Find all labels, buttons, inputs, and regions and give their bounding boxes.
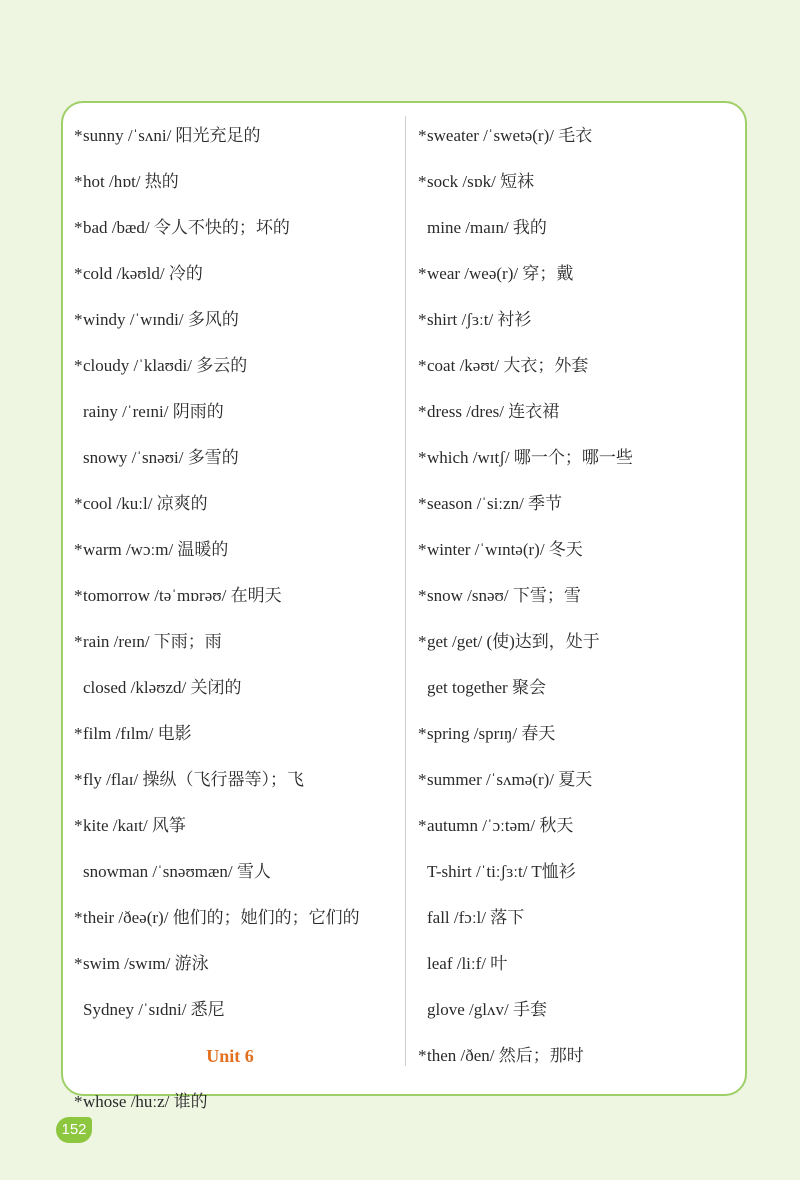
- vocabulary-entry: [418, 573, 748, 619]
- required-word-marker: *: [74, 310, 83, 329]
- vocabulary-entry: [74, 619, 404, 665]
- vocabulary-entry: [418, 343, 748, 389]
- vocabulary-entry: [418, 987, 748, 1033]
- vocabulary-entry-text: sock /sɒk/ 短袜: [427, 172, 535, 191]
- vocabulary-entry: [418, 619, 748, 665]
- vocabulary-entry: [418, 757, 748, 803]
- vocabulary-entry-text: fly /flaɪ/ 操纵（飞行器等）；飞: [83, 770, 304, 789]
- vocabulary-entry: [74, 711, 404, 757]
- vocabulary-entry-text: bad /bæd/ 令人不快的；坏的: [83, 218, 290, 237]
- vocabulary-entry: [418, 297, 748, 343]
- vocabulary-entry: [74, 435, 404, 481]
- required-word-marker: *: [74, 908, 83, 927]
- vocabulary-entry: [74, 297, 404, 343]
- vocabulary-entry: [74, 1079, 404, 1125]
- required-word-marker: *: [74, 1092, 83, 1111]
- vocabulary-entry: [418, 711, 748, 757]
- vocabulary-entry: [74, 527, 404, 573]
- required-word-marker: *: [74, 586, 83, 605]
- vocabulary-entry: [74, 573, 404, 619]
- vocabulary-entry: [418, 1033, 748, 1079]
- page-number-badge: 152: [56, 1117, 92, 1143]
- required-word-marker: *: [418, 356, 427, 375]
- required-word-marker: *: [74, 724, 83, 743]
- required-word-marker: *: [418, 540, 427, 559]
- vocabulary-entry-text: sweater /ˈswetə(r)/ 毛衣: [427, 126, 593, 145]
- vocabulary-entry: [74, 941, 404, 987]
- required-word-marker: *: [418, 816, 427, 835]
- vocabulary-entry-text: summer /ˈsʌmə(r)/ 夏天: [427, 770, 593, 789]
- vocabulary-entry-text: snowman /ˈsnəʊmæn/ 雪人: [83, 862, 271, 881]
- vocabulary-entry-text: tomorrow /təˈmɒrəʊ/ 在明天: [83, 586, 282, 605]
- vocabulary-entry: [74, 757, 404, 803]
- vocabulary-entry: [74, 205, 404, 251]
- required-word-marker: *: [418, 264, 427, 283]
- required-word-marker: *: [74, 954, 83, 973]
- vocabulary-entry-text: Sydney /ˈsɪdni/ 悉尼: [83, 1000, 225, 1019]
- vocabulary-entry-text: leaf /liːf/ 叶: [427, 954, 508, 973]
- vocabulary-entry: [74, 159, 404, 205]
- required-word-marker: *: [74, 264, 83, 283]
- vocabulary-entry: [418, 941, 748, 987]
- required-word-marker: *: [418, 724, 427, 743]
- vocabulary-entry-text: cloudy /ˈklaʊdi/ 多云的: [83, 356, 248, 375]
- vocabulary-entry-text: snow /snəʊ/ 下雪；雪: [427, 586, 581, 605]
- required-word-marker: *: [418, 126, 427, 145]
- vocabulary-entry-text: then /ðen/ 然后；那时: [427, 1046, 584, 1065]
- vocabulary-entry: [418, 527, 748, 573]
- vocabulary-entry: [418, 251, 748, 297]
- vocabulary-entry-text: swim /swɪm/ 游泳: [83, 954, 209, 973]
- vocabulary-entry: [74, 665, 404, 711]
- vocabulary-entry-text: which /wɪtʃ/ 哪一个；哪一些: [427, 448, 633, 467]
- vocabulary-right-column: [418, 113, 748, 1079]
- vocabulary-entry: [418, 895, 748, 941]
- vocabulary-entry-text: wear /weə(r)/ 穿；戴: [427, 264, 574, 283]
- vocabulary-entry: [418, 665, 748, 711]
- vocabulary-entry-text: windy /ˈwɪndi/ 多风的: [83, 310, 239, 329]
- vocabulary-entry-text: spring /sprɪŋ/ 春天: [427, 724, 556, 743]
- vocabulary-entry-text: dress /dres/ 连衣裙: [427, 402, 560, 421]
- required-word-marker: *: [74, 356, 83, 375]
- vocabulary-entry-text: winter /ˈwɪntə(r)/ 冬天: [427, 540, 583, 559]
- vocabulary-entry: [74, 389, 404, 435]
- vocabulary-entry-text: coat /kəʊt/ 大衣；外套: [427, 356, 589, 375]
- required-word-marker: *: [418, 586, 427, 605]
- required-word-marker: *: [418, 402, 427, 421]
- required-word-marker: *: [74, 126, 83, 145]
- vocabulary-entry: [418, 849, 748, 895]
- vocabulary-entry-text: cool /kuːl/ 凉爽的: [83, 494, 208, 513]
- required-word-marker: *: [418, 770, 427, 789]
- vocabulary-entry-text: glove /glʌv/ 手套: [427, 1000, 547, 1019]
- required-word-marker: *: [418, 310, 427, 329]
- vocabulary-entry: [418, 113, 748, 159]
- vocabulary-entry-text: fall /fɔːl/ 落下: [427, 908, 525, 927]
- vocabulary-entry: [418, 803, 748, 849]
- vocabulary-entry-text: kite /kaɪt/ 风筝: [83, 816, 186, 835]
- vocabulary-entry: [74, 895, 404, 941]
- required-word-marker: *: [74, 540, 83, 559]
- required-word-marker: *: [74, 816, 83, 835]
- vocabulary-entry-text: get together 聚会: [427, 678, 546, 697]
- required-word-marker: *: [74, 172, 83, 191]
- vocabulary-entry: [418, 159, 748, 205]
- required-word-marker: *: [418, 172, 427, 191]
- vocabulary-entry-text: T-shirt /ˈtiːʃɜːt/ T恤衫: [427, 862, 576, 881]
- vocabulary-entry: [74, 803, 404, 849]
- vocabulary-entry: [74, 251, 404, 297]
- vocabulary-entry-text: autumn /ˈɔːtəm/ 秋天: [427, 816, 574, 835]
- vocabulary-entry-text: shirt /ʃɜːt/ 衬衫: [427, 310, 532, 329]
- unit-heading: Unit 6: [206, 1046, 254, 1066]
- column-divider: [405, 116, 406, 1066]
- vocabulary-entry-text: film /fɪlm/ 电影: [83, 724, 192, 743]
- vocabulary-entry: [418, 205, 748, 251]
- vocabulary-entry: [418, 481, 748, 527]
- vocabulary-entry-text: whose /huːz/ 谁的: [83, 1092, 208, 1111]
- vocabulary-entry: [418, 389, 748, 435]
- vocabulary-left-column: [74, 113, 404, 1125]
- vocabulary-entry: [74, 987, 404, 1033]
- required-word-marker: *: [418, 448, 427, 467]
- required-word-marker: *: [418, 1046, 427, 1065]
- required-word-marker: *: [74, 770, 83, 789]
- required-word-marker: *: [74, 218, 83, 237]
- vocabulary-entry-text: sunny /ˈsʌni/ 阳光充足的: [83, 126, 261, 145]
- vocabulary-entry: [74, 481, 404, 527]
- required-word-marker: *: [418, 632, 427, 651]
- vocabulary-entry-text: mine /maɪn/ 我的: [427, 218, 547, 237]
- vocabulary-entry-text: their /ðeə(r)/ 他们的；她们的；它们的: [83, 908, 360, 927]
- vocabulary-entry: [418, 435, 748, 481]
- vocabulary-entry-text: snowy /ˈsnəʊi/ 多雪的: [83, 448, 239, 467]
- vocabulary-entry-text: closed /kləʊzd/ 关闭的: [83, 678, 242, 697]
- vocabulary-entry-text: cold /kəʊld/ 冷的: [83, 264, 203, 283]
- vocabulary-entry-text: get /get/ (使)达到，处于: [427, 632, 600, 651]
- vocabulary-entry: [74, 849, 404, 895]
- required-word-marker: *: [74, 494, 83, 513]
- vocabulary-entry-text: rain /reɪn/ 下雨；雨: [83, 632, 222, 651]
- vocabulary-entry-text: season /ˈsiːzn/ 季节: [427, 494, 563, 513]
- vocabulary-entry: [74, 343, 404, 389]
- required-word-marker: *: [418, 494, 427, 513]
- vocabulary-entry-text: warm /wɔːm/ 温暖的: [83, 540, 229, 559]
- vocabulary-entry-text: rainy /ˈreɪni/ 阴雨的: [83, 402, 224, 421]
- vocabulary-entry-text: hot /hɒt/ 热的: [83, 172, 179, 191]
- vocabulary-entry: [74, 113, 404, 159]
- required-word-marker: *: [74, 632, 83, 651]
